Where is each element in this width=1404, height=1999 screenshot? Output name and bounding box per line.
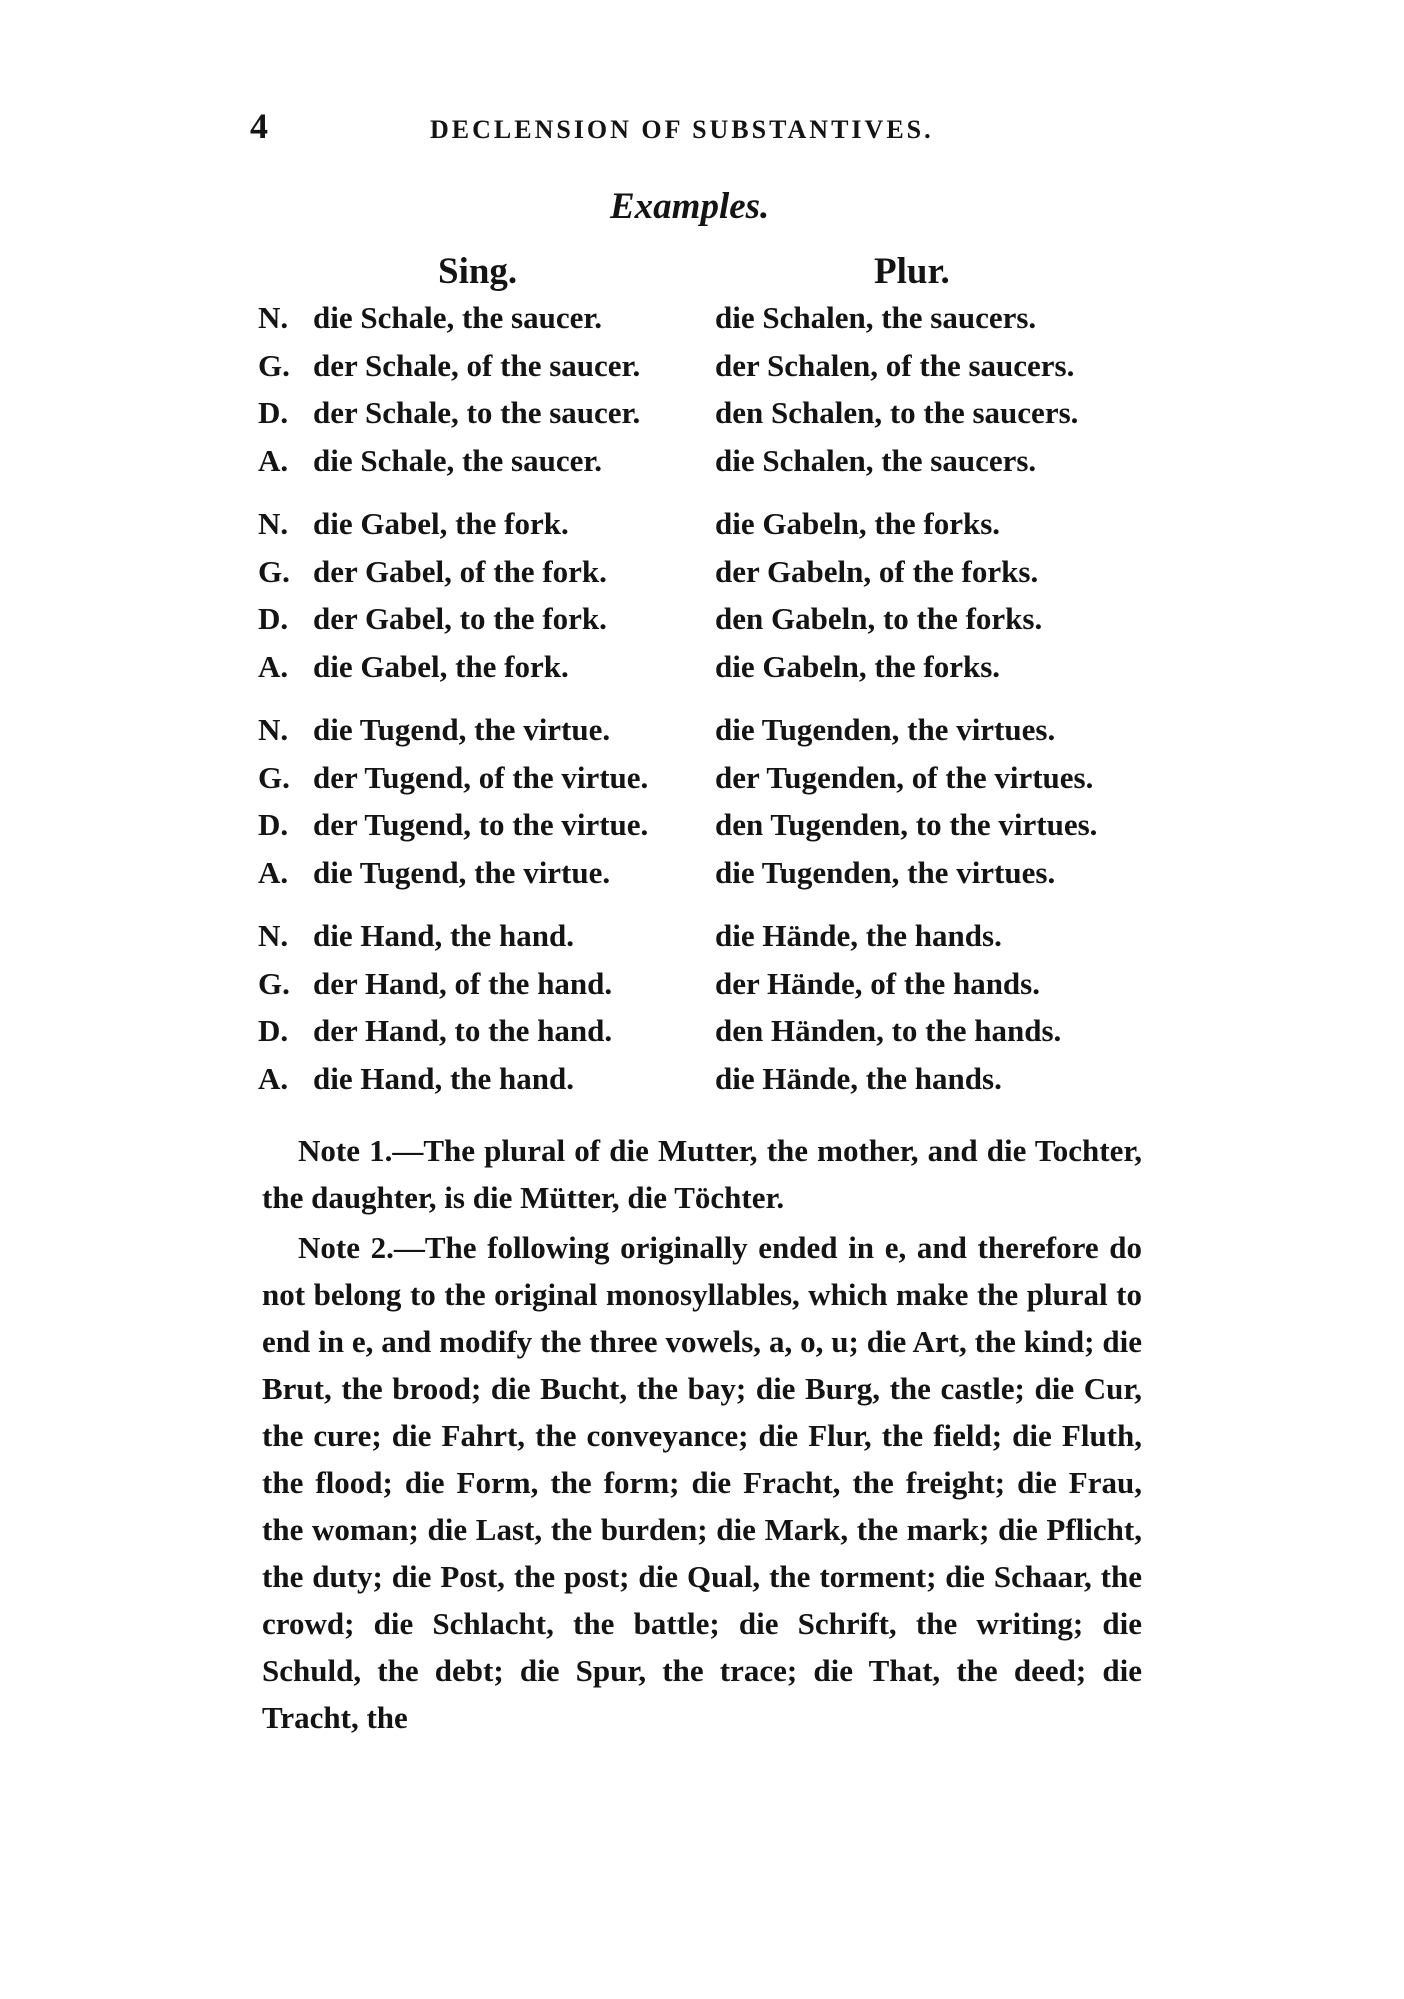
case-label: D. bbox=[258, 1013, 289, 1048]
plural-form: die Tugenden, the virtues. bbox=[715, 854, 1056, 890]
declension-group-gabel bbox=[258, 506, 1158, 696]
case-label: G. bbox=[258, 759, 290, 795]
declension-row bbox=[258, 1013, 1158, 1061]
singular-form: der Gabel, of the fork. bbox=[313, 553, 607, 589]
case-label: A. bbox=[258, 442, 289, 478]
case-label: N. bbox=[258, 712, 289, 747]
singular-form: die Gabel, the fork. bbox=[313, 648, 569, 684]
plural-form: der Hände, of the hands. bbox=[715, 965, 1040, 1001]
plural-form: den Gabeln, to the forks. bbox=[715, 601, 1043, 636]
declension-group-schale bbox=[258, 300, 1158, 490]
declension-row bbox=[258, 760, 1158, 808]
singular-form: die Schale, the saucer. bbox=[313, 300, 603, 335]
case-label: D. bbox=[258, 807, 289, 842]
declension-table bbox=[258, 300, 1158, 1124]
declension-row bbox=[258, 1061, 1158, 1109]
singular-form: der Hand, of the hand. bbox=[313, 965, 613, 1001]
singular-column-heading: Sing. bbox=[438, 251, 518, 292]
plural-form: den Tugenden, to the virtues. bbox=[715, 807, 1098, 842]
case-label: A. bbox=[258, 648, 289, 684]
declension-row bbox=[258, 918, 1158, 966]
case-label: D. bbox=[258, 395, 289, 430]
plural-form: die Hände, the hands. bbox=[715, 1060, 1002, 1096]
note-1: Note 1.—The plural of die Mutter, the mother, and die Tochter, the daughter, is die Mütter, die Töchter. bbox=[262, 1133, 1142, 1215]
declension-row bbox=[258, 443, 1158, 491]
declension-row bbox=[258, 649, 1158, 697]
case-label: A. bbox=[258, 854, 289, 890]
examples-heading: Examples. bbox=[610, 186, 770, 227]
plural-column-heading: Plur. bbox=[874, 251, 950, 292]
case-label: A. bbox=[258, 1060, 289, 1096]
case-label: N. bbox=[258, 300, 289, 335]
running-title: DECLENSION OF SUBSTANTIVES. bbox=[430, 115, 934, 144]
case-label: G. bbox=[258, 347, 290, 383]
singular-form: die Tugend, the virtue. bbox=[313, 712, 611, 747]
singular-form: die Hand, the hand. bbox=[313, 918, 575, 953]
singular-form: die Hand, the hand. bbox=[313, 1060, 575, 1096]
case-label: N. bbox=[258, 918, 289, 953]
declension-row bbox=[258, 300, 1158, 348]
singular-form: der Hand, to the hand. bbox=[313, 1013, 613, 1048]
singular-form: der Schale, of the saucer. bbox=[313, 347, 641, 383]
plural-form: die Hände, the hands. bbox=[715, 918, 1002, 953]
page-number: 4 bbox=[250, 106, 268, 146]
declension-row bbox=[258, 554, 1158, 602]
plural-form: die Gabeln, the forks. bbox=[715, 506, 1001, 541]
plural-form: den Händen, to the hands. bbox=[715, 1013, 1062, 1048]
declension-group-hand bbox=[258, 918, 1158, 1108]
declension-row bbox=[258, 506, 1158, 554]
singular-form: der Gabel, to the fork. bbox=[313, 601, 607, 636]
singular-form: die Schale, the saucer. bbox=[313, 442, 603, 478]
declension-row bbox=[258, 807, 1158, 855]
plural-form: der Tugenden, of the virtues. bbox=[715, 759, 1094, 795]
case-label: N. bbox=[258, 506, 289, 541]
singular-form: der Tugend, to the virtue. bbox=[313, 807, 649, 842]
case-label: G. bbox=[258, 965, 290, 1001]
plural-form: der Schalen, of the saucers. bbox=[715, 347, 1075, 383]
notes-section bbox=[262, 1127, 1142, 1744]
declension-row bbox=[258, 712, 1158, 760]
singular-form: die Tugend, the virtue. bbox=[313, 854, 611, 890]
note-2: Note 2.—The following originally ended in e, and therefore do not belong to the original monosyllables, which make the plural to end in e, and modify the three vowels, a, o, u; die Art, the kind; die Brut, the brood; die Bucht, the bay; die Burg, the castle; die Cur, the cure; die Fahrt, the conveyance; die Flur, the field; die Fluth, the flood; die Form, the form; die Fracht, the freight; die Frau, the woman; die Last, the burden; die Mark, the mark; die Pflicht, the duty; die Post, the post; die Qual, the torment; die Schaar, the crowd; die Schlacht, the battle; die Schrift, the writing; die Schuld, the debt; die Spur, the trace; die That, the deed; die Tracht, the bbox=[262, 1230, 1142, 1735]
case-label: D. bbox=[258, 601, 289, 636]
case-label: G. bbox=[258, 553, 290, 589]
declension-row bbox=[258, 348, 1158, 396]
plural-form: der Gabeln, of the forks. bbox=[715, 553, 1039, 589]
plural-form: die Schalen, the saucers. bbox=[715, 300, 1037, 335]
declension-group-tugend bbox=[258, 712, 1158, 902]
singular-form: der Schale, to the saucer. bbox=[313, 395, 641, 430]
singular-form: die Gabel, the fork. bbox=[313, 506, 569, 541]
plural-form: die Gabeln, the forks. bbox=[715, 648, 1001, 684]
singular-form: der Tugend, of the virtue. bbox=[313, 759, 649, 795]
declension-row bbox=[258, 395, 1158, 443]
page-header bbox=[250, 105, 1150, 155]
plural-form: den Schalen, to the saucers. bbox=[715, 395, 1079, 430]
declension-row bbox=[258, 855, 1158, 903]
plural-form: die Schalen, the saucers. bbox=[715, 442, 1037, 478]
declension-row bbox=[258, 966, 1158, 1014]
plural-form: die Tugenden, the virtues. bbox=[715, 712, 1056, 747]
declension-row bbox=[258, 601, 1158, 649]
